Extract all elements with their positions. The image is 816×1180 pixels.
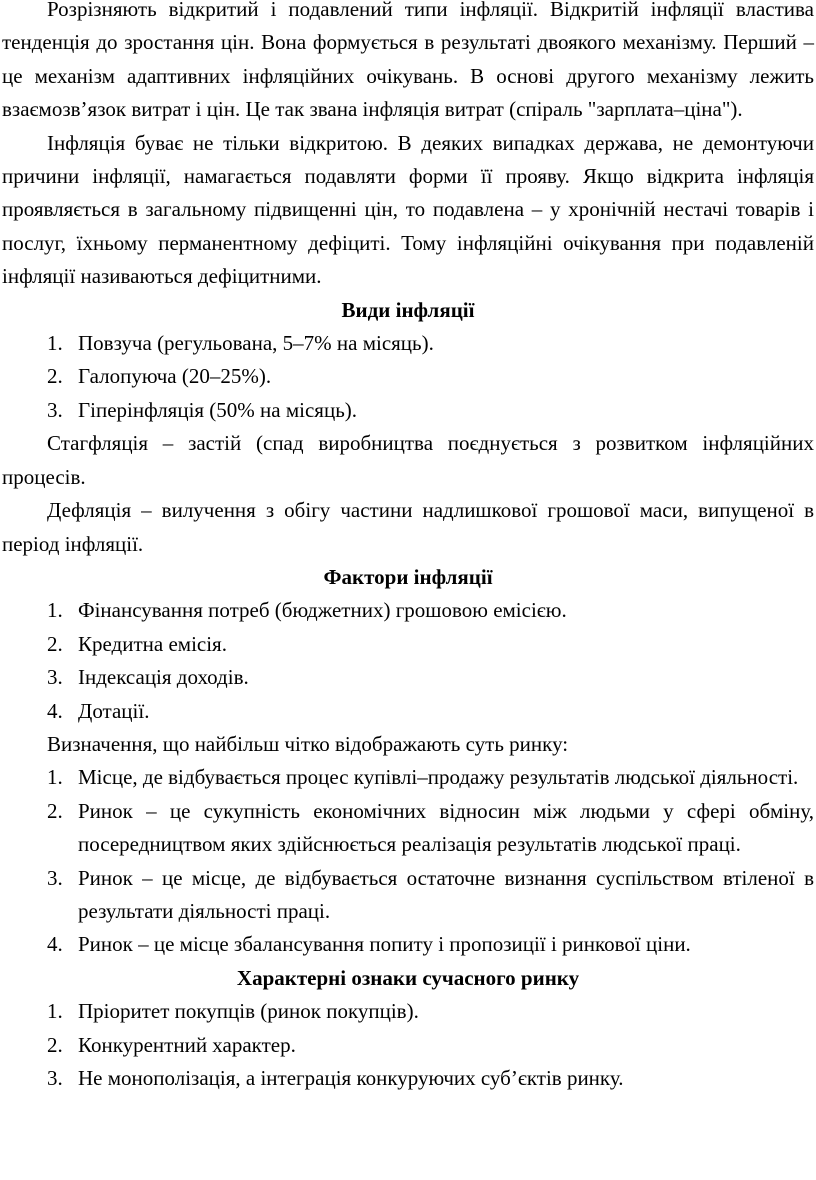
list-item-number: 2. xyxy=(47,1032,63,1057)
list-item-number: 3. xyxy=(47,665,63,690)
list-item xyxy=(2,1062,814,1095)
list-item xyxy=(2,995,814,1028)
list-inflation-types xyxy=(2,327,816,427)
list-item-number: 2. xyxy=(47,798,63,823)
list-item-text: Ринок – це місце, де відбувається остаточне визнання суспільством втіленої в результати діяльності праці. xyxy=(78,865,814,923)
heading-inflation-factors: Фактори інфляції xyxy=(323,564,493,589)
list-item xyxy=(2,661,814,694)
list-item xyxy=(2,695,814,728)
list-item xyxy=(2,1029,814,1062)
paragraph-stagflation: Стагфляція – застій (спад виробництва поєднується з розвитком інфляційних процесів. xyxy=(2,431,814,489)
list-item-text: Пріоритет покупців (ринок покупців). xyxy=(78,999,419,1024)
list-item-text: Місце, де відбувається процес купівлі–продажу результатів людської діяльності. xyxy=(78,765,799,790)
paragraph-inflation-types-intro: Розрізняють відкритий і подавлений типи інфляції. Відкритій інфляції властива тенденція до зростання цін. Вона формується в результаті двоякого механізму. Перший – це механізм адаптивних інфляційних очікувань. В основі другого механізму лежить взаємозв’язок витрат і цін. Це так звана інфляція витрат (спіраль "зарплата–ціна"). xyxy=(2,0,814,122)
list-item-text: Не монополізація, а інтеграція конкуруючих суб’єктів ринку. xyxy=(78,1066,624,1090)
list-item-number: 2. xyxy=(47,631,63,656)
list-item-text: Конкурентний характер. xyxy=(78,1032,296,1057)
list-item xyxy=(2,928,814,961)
paragraph-market-definitions-intro: Визначення, що найбільш чітко відображають суть ринку: xyxy=(47,731,569,756)
list-item-number: 3. xyxy=(47,865,63,890)
list-item-number: 1. xyxy=(47,331,63,356)
list-item-number: 2. xyxy=(47,364,63,389)
list-item-number: 1. xyxy=(47,598,63,623)
list-item xyxy=(2,761,814,794)
list-item-text: Гіперінфляція (50% на місяць). xyxy=(78,397,358,422)
list-item-text: Кредитна емісія. xyxy=(78,631,227,656)
list-item-number: 4. xyxy=(47,698,63,723)
list-item xyxy=(2,394,814,427)
list-item xyxy=(2,862,814,929)
heading-inflation-types: Види інфляції xyxy=(341,297,475,322)
list-item xyxy=(2,327,814,360)
list-item-text: Індексація доходів. xyxy=(78,665,249,690)
paragraph-deflation: Дефляція – вилучення з обігу частини надлишкової грошової маси, випущеної в період інфляції. xyxy=(2,498,814,556)
list-market-features xyxy=(2,995,816,1095)
list-market-definitions xyxy=(2,761,816,961)
list-item-number: 4. xyxy=(47,932,63,957)
list-item-text: Ринок – це сукупність економічних відносин між людьми у сфері обміну, посередництвом яких здійснюється реалізація результатів людської праці. xyxy=(78,798,814,857)
list-inflation-factors xyxy=(2,594,816,728)
heading-market-features: Характерні ознаки сучасного ринку xyxy=(236,965,580,990)
list-item xyxy=(2,795,814,862)
list-item-text: Ринок – це місце збалансування попиту і пропозиції і ринкової ціни. xyxy=(78,932,691,957)
list-item-text: Галопуюча (20–25%). xyxy=(78,364,272,389)
list-item-text: Дотації. xyxy=(78,698,150,723)
list-item-text: Фінансування потреб (бюджетних) грошовою емісією. xyxy=(78,598,567,623)
list-item xyxy=(2,594,814,627)
list-item-number: 1. xyxy=(47,765,63,790)
paragraph-suppressed-inflation: Інфляція буває не тільки відкритою. В деяких випадках держава, не демонтуючи причини інфляції, намагається подавляти форми її прояву. Якщо відкрита інфляція проявляється в загальному підвищенні цін, то подавлена – у хронічній нестачі товарів і послуг, їхньому перманентному дефіциті. Тому інфляційні очікування при подавленій інфляції називаються дефіцитними. xyxy=(2,130,814,289)
list-item xyxy=(2,360,814,393)
list-item xyxy=(2,628,814,661)
list-item-text: Повзуча (регульована, 5–7% на місяць). xyxy=(78,331,434,356)
list-item-number: 3. xyxy=(47,1066,63,1090)
list-item-number: 1. xyxy=(47,999,63,1024)
list-item-number: 3. xyxy=(47,397,63,422)
